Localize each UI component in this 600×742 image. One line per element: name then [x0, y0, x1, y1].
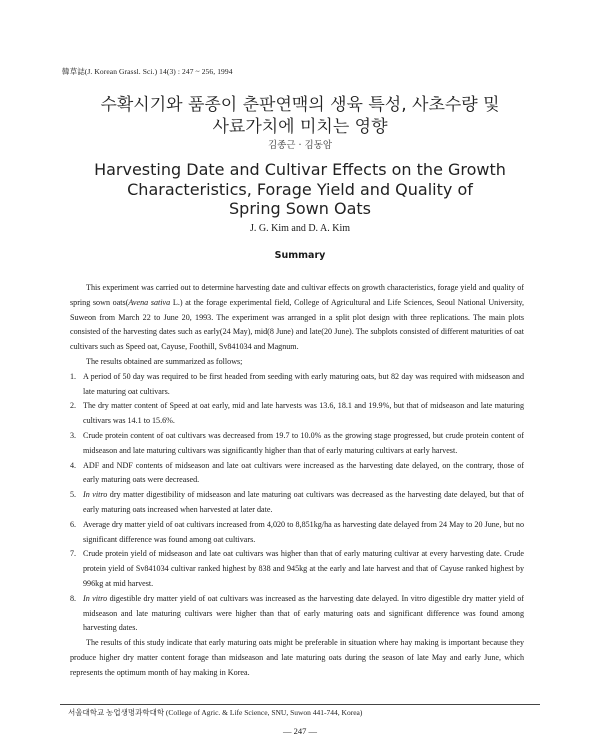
affiliation-footnote: 서울대학교 농업생명과학대학 (College of Agric. & Life Science, SNU, Suwon 441-744, Korea) [68, 708, 363, 717]
result-number: 4. [70, 460, 77, 470]
result-text: digestible dry matter yield of oat cultivars was increased as the harvesting date delayed. In vitro digestible dry matter yield of midseason and late maturing cultivars were higher than that of early maturing oats and significant difference was found among harvesting dates. [83, 593, 524, 633]
intro-text-2: L.) at the forage experimental field, College of Agricultural and Life Sciences, Seoul National University, Suweon from March 22 to June 20, 1993. The experiment was arranged in a split plot design with three replications. The main plots consisted of the harvesting dates such as early(24 May), mid(8 June) and late(20 June). The subplots consisted of different maturities of oat cultivars such as Speed oat, Cayuse, Foothill, Sv841034 and Magnum. [70, 297, 524, 352]
result-item [70, 370, 524, 400]
results-list [70, 370, 524, 636]
conclusion-paragraph: The results of this study indicate that early maturing oats might be preferable in situation where hay making is important because they produce higher dry matter content forage than midseason and late maturing oats during the season of late May and early June, which represents the optimum month of hay making in Korea. [70, 638, 524, 677]
result-text: Crude protein yield of midseason and late oat cultivars was higher than that of early maturing cultivar at every harvesting date. Crude protein yield of Sv841034 cultivar ranked highest by 838 and 945kg at the early and late harvest and that of Cayuse ranked highest by 996kg at mid harvest. [83, 549, 524, 588]
korean-authors: 김종근 · 김동암 [267, 140, 333, 151]
english-title [0, 160, 600, 219]
result-item [70, 547, 524, 591]
species-name: Avena sativa [128, 297, 171, 307]
result-number: 6. [70, 519, 77, 529]
korean-title [0, 94, 600, 138]
result-text: A period of 50 day was required to be first headed from seeding with early maturing oats, but 82 day was required with midseason and late maturing oat cultivars. [83, 371, 524, 396]
result-text: Average dry matter yield of oat cultivars increased from 4,020 to 8,851kg/ha as harvesting date delayed from 24 May to 20 June, but no significant difference was found among oat cultivars. [83, 519, 524, 544]
english-title-line-1: Harvesting Date and Cultivar Effects on the Growth [94, 160, 506, 179]
result-item [70, 518, 524, 548]
intro-text-1: This experiment was carried out to determine harvesting date and cultivar effects on growth characteristics, forage yield and quality of spring sown oats( [70, 283, 524, 307]
result-number: 2. [70, 401, 77, 411]
journal-citation: 韓草誌(J. Korean Grassl. Sci.) 14(3) : 247 ~ 256, 1994 [62, 67, 233, 76]
result-text: ADF and NDF contents of midseason and late oat cultivars were increased as the harvesting date delayed, on the contrary, those of early maturing oats were decreased. [83, 460, 524, 485]
result-text: Crude protein content of oat cultivars was decreased from 19.7 to 10.0% as the growing stage progressed, but crude protein content of midseason and late maturing cultivars was significantly higher than that of early maturing cultivars at early harvest. [83, 430, 524, 455]
result-item [70, 592, 524, 636]
result-number: 7. [70, 549, 77, 559]
result-item [70, 429, 524, 459]
summary-intro-paragraph [70, 281, 524, 355]
result-text: dry matter digestibility of midseason and late maturing oat cultivars was decreased as the harvesting date delayed, but that of early maturing oats increased when harvested at later date. [83, 490, 524, 514]
results-intro: The results obtained are summarized as follows; [86, 356, 243, 366]
result-number: 3. [70, 430, 77, 440]
result-italic-term: In vitro [83, 593, 108, 603]
result-text: The dry matter content of Speed at oat early, mid and late harvests was 13.6, 18.1 and 19.9%, but that of midseason and late maturing cultivars was 14.1 to 15.6%. [83, 401, 524, 426]
english-authors: J. G. Kim and D. A. Kim [250, 223, 350, 234]
korean-title-line-2: 사료가치에 미치는 영향 [212, 117, 388, 137]
english-title-line-2: Characteristics, Forage Yield and Quality of [127, 179, 473, 199]
result-item [70, 459, 524, 489]
result-item [70, 399, 524, 429]
summary-heading: Summary [274, 250, 326, 261]
english-title-line-3: Spring Sown Oats [229, 199, 371, 218]
result-number: 8. [70, 593, 77, 603]
result-italic-term: In vitro [83, 490, 108, 500]
footer-divider [60, 704, 540, 705]
result-item [70, 488, 524, 518]
result-number: 5. [70, 490, 77, 500]
page-number: — 247 — [283, 726, 317, 736]
summary-body [70, 281, 524, 681]
korean-title-line-1: 수확시기와 품종이 춘판연맥의 생육 특성, 사초수량 및 [100, 95, 500, 115]
result-number: 1. [70, 371, 77, 381]
